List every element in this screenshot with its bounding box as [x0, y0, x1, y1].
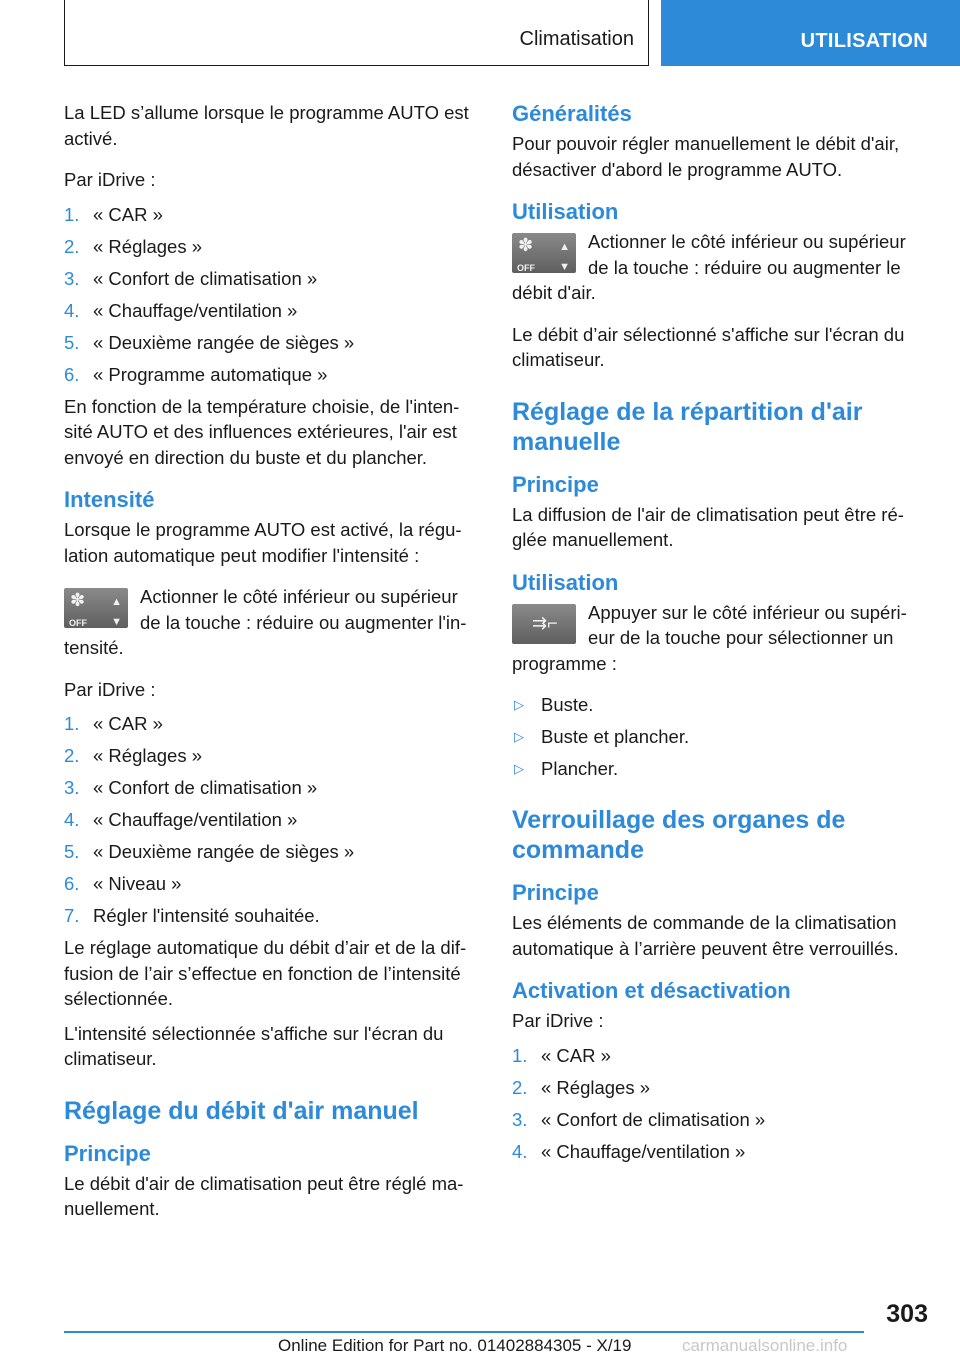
- paragraph-intensite: Lorsque le programme AUTO est activé, la régu-lation automatique peut modifier l'intensité :: [64, 519, 462, 566]
- step-number: 6.: [64, 363, 80, 385]
- list-item: [64, 775, 476, 800]
- heading-utilisation-2: Utilisation: [512, 569, 619, 595]
- icon-paragraph-repartition: [512, 600, 922, 677]
- header-section-box: [64, 0, 649, 66]
- steps-list-verrouillage: [512, 1043, 922, 1164]
- list-item: ▷ Buste et plancher.: [514, 726, 690, 747]
- step-text: « Confort de climatisation »: [93, 267, 318, 289]
- distribution-options-list: [512, 692, 922, 781]
- paragraph-debit-affiche: Le débit d’air sélectionné s'affiche sur l'écran du climatiseur.: [512, 323, 905, 370]
- step-number: 1.: [64, 713, 80, 734]
- list-item: [64, 839, 476, 864]
- step-text: « Chauffage/ventilation »: [93, 299, 298, 321]
- step-number: 2.: [64, 745, 80, 766]
- step-text: « Programme automatique »: [93, 363, 328, 385]
- list-item: [512, 1139, 922, 1164]
- footer-edition: Online Edition for Part no. 01402884305 - X/19: [278, 1336, 632, 1355]
- step-text: « Réglages »: [93, 235, 203, 257]
- step-text: « Chauffage/ventilation »: [541, 1140, 746, 1162]
- list-item: [512, 1075, 922, 1100]
- fan-off-icon: ✽ OFF ▲ ▼: [512, 233, 576, 273]
- page-number: 303: [886, 1300, 928, 1328]
- paragraph-led: La LED s’allume lorsque le programme AUTO est activé.: [64, 102, 469, 149]
- triangle-bullet-icon: ▷: [514, 729, 524, 744]
- list-item: [64, 711, 476, 736]
- list-item: ▷ Buste.: [514, 694, 594, 715]
- icon-paragraph-text: Appuyer sur le côté inférieur ou supéri-eur de la touche pour sélectionner un programme :: [512, 601, 907, 674]
- icon-paragraph-text: Actionner le côté inférieur ou supérieur de la touche : réduire ou augmenter l'in-tensité.: [64, 586, 467, 658]
- header-section-title: Climatisation: [519, 28, 634, 50]
- step-text: Régler l'intensité souhaitée.: [93, 905, 320, 926]
- heading-utilisation-1: Utilisation: [512, 199, 619, 224]
- list-item: [64, 871, 476, 896]
- heading-generalites: Généralités: [512, 101, 632, 126]
- list-item: [512, 1043, 922, 1068]
- heading-repartition: Réglage de la répartition d'air manuelle: [512, 397, 863, 456]
- step-text: « Réglages »: [93, 745, 203, 766]
- list-item: [64, 330, 476, 355]
- steps-list-auto: [64, 202, 476, 387]
- air-distribution-icon: ⇉⌐: [512, 604, 576, 644]
- heading-principe-3: Principe: [512, 880, 599, 905]
- step-number: 3.: [64, 267, 80, 289]
- step-text: « Deuxième rangée de sièges »: [93, 841, 355, 862]
- triangle-bullet-icon: ▷: [514, 761, 524, 776]
- footer-watermark: carmanualsonline.info: [682, 1336, 848, 1355]
- step-text: « Niveau »: [93, 873, 182, 894]
- step-text: « Confort de climatisation »: [93, 777, 318, 798]
- list-item: [64, 234, 476, 259]
- heading-activation: Activation et désactivation: [512, 978, 791, 1003]
- paragraph-generalites: Pour pouvoir régler manuellement le débit d'air, désactiver d'abord le programme AUTO.: [512, 133, 900, 180]
- list-item: [64, 266, 476, 291]
- step-number: 3.: [512, 1108, 528, 1130]
- icon-paragraph-intensite: [64, 584, 476, 661]
- list-item: [64, 298, 476, 323]
- paragraph-intensite-affiche: L'intensité sélectionnée s'affiche sur l'écran du climatiseur.: [64, 1022, 444, 1069]
- step-number: 1.: [64, 203, 80, 225]
- fan-off-icon: ✽ OFF ▲ ▼: [64, 588, 128, 628]
- steps-list-intensite: [64, 711, 476, 928]
- step-text: « CAR »: [541, 1044, 611, 1066]
- step-number: 2.: [64, 235, 80, 257]
- step-number: 3.: [64, 777, 80, 798]
- list-item: [64, 807, 476, 832]
- icon-paragraph-text: Actionner le côté inférieur ou supérieur de la touche : réduire ou augmenter le débit d'air.: [512, 231, 906, 303]
- paragraph-idrive-2: Par iDrive :: [64, 678, 156, 700]
- paragraph-idrive: Par iDrive :: [64, 169, 156, 190]
- step-number: 1.: [512, 1044, 528, 1066]
- list-item: [64, 903, 476, 928]
- list-item: ▷ Plancher.: [514, 758, 619, 779]
- step-number: 4.: [512, 1140, 528, 1162]
- header-chapter-box: [661, 0, 960, 66]
- step-text: « Réglages »: [541, 1076, 651, 1098]
- heading-principe-2: Principe: [512, 471, 599, 497]
- heading-reglage-debit: Réglage du débit d'air manuel: [64, 1096, 419, 1125]
- step-number: 7.: [64, 905, 80, 926]
- paragraph-auto-description: En fonction de la température choisie, de l'inten-sité AUTO et des influences extérieures, l'air est envoyé en direction du buste et du plancher.: [64, 395, 460, 468]
- icon-paragraph-debit: [512, 229, 922, 306]
- step-number: 5.: [64, 331, 80, 353]
- heading-intensite: Intensité: [64, 487, 155, 512]
- header-chapter-title: UTILISATION: [800, 30, 928, 52]
- step-text: « CAR »: [93, 203, 163, 225]
- paragraph-reglage-auto: Le réglage automatique du débit d’air et de la dif-fusion de l’air s’effectue en fonction de l’intensité sélectionnée.: [64, 937, 467, 1009]
- list-item: [512, 1107, 922, 1132]
- step-number: 2.: [512, 1076, 528, 1098]
- step-number: 4.: [64, 809, 80, 830]
- step-text: « Deuxième rangée de sièges »: [93, 331, 355, 353]
- step-number: 6.: [64, 873, 80, 894]
- right-column: [512, 100, 922, 1171]
- list-item: [64, 743, 476, 768]
- list-item: [64, 202, 476, 227]
- list-item: [64, 362, 476, 387]
- step-number: 5.: [64, 841, 80, 862]
- step-number: 4.: [64, 299, 80, 321]
- paragraph-verrouillage: Les éléments de commande de la climatisation automatique à l’arrière peuvent être verrouillés.: [512, 912, 899, 959]
- left-column: [64, 100, 476, 1238]
- heading-principe-1: Principe: [64, 1140, 151, 1166]
- paragraph-idrive-3: Par iDrive :: [512, 1010, 604, 1031]
- paragraph-diffusion: La diffusion de l'air de climatisation peut être ré-glée manuellement.: [512, 503, 904, 550]
- step-text: « CAR »: [93, 713, 163, 734]
- paragraph-debit-manuel: Le débit d'air de climatisation peut être réglé ma-nuellement.: [64, 1172, 464, 1219]
- triangle-bullet-icon: ▷: [514, 697, 524, 712]
- step-text: « Chauffage/ventilation »: [93, 809, 298, 830]
- step-text: « Confort de climatisation »: [541, 1108, 766, 1130]
- heading-verrouillage: Verrouillage des organes de commande: [512, 806, 846, 864]
- footer-divider: [64, 1331, 864, 1333]
